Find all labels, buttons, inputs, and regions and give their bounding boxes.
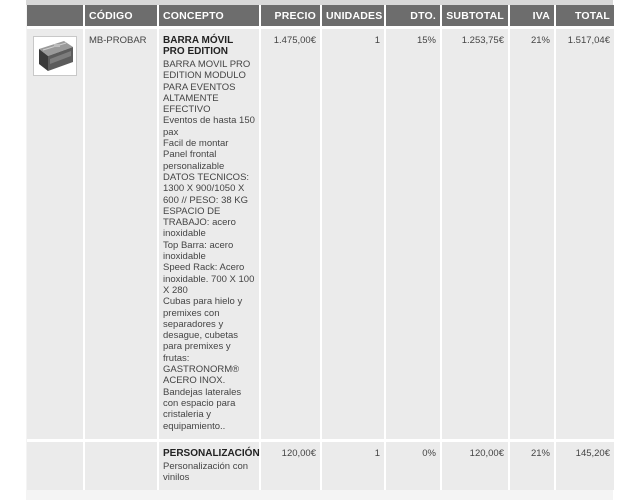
header-image: [27, 5, 85, 26]
header-concept: CONCEPTO: [159, 5, 261, 26]
header-subtotal: SUBTOTAL: [442, 5, 510, 26]
table-header-row: [27, 5, 614, 26]
product-code: MB-PROBAR: [85, 29, 159, 439]
mobile-bar-product-photo-icon: [34, 37, 76, 75]
quote-lines-table: [27, 5, 614, 490]
header-code: CÓDIGO: [85, 5, 159, 26]
header-price: PRECIO: [261, 5, 322, 26]
service-image-cell: [27, 442, 85, 490]
service-subtotal: 120,00€: [442, 442, 510, 490]
header-units: UNIDADES: [322, 5, 386, 26]
table-row: [27, 442, 614, 490]
product-total: 1.517,04€: [556, 29, 614, 439]
service-discount: 0%: [386, 442, 442, 490]
service-description: Personalización con vinilos: [163, 461, 249, 484]
product-vat: 21%: [510, 29, 556, 439]
service-title: PERSONALIZACIÓN: [163, 448, 260, 459]
service-total: 145,20€: [556, 442, 614, 490]
service-code: [85, 442, 159, 490]
header-vat: IVA: [510, 5, 556, 26]
product-title: BARRA MÓVIL PRO EDITION: [163, 35, 233, 57]
service-vat: 21%: [510, 442, 556, 490]
service-price: 120,00€: [261, 442, 322, 490]
header-discount: DTO.: [386, 5, 442, 26]
product-photo: [33, 36, 77, 76]
header-total: TOTAL: [556, 5, 614, 26]
product-subtotal: 1.253,75€: [442, 29, 510, 439]
product-concept-cell: [159, 29, 261, 439]
product-image-cell: [27, 29, 85, 439]
product-price: 1.475,00€: [261, 29, 322, 439]
product-units: 1: [322, 29, 386, 439]
product-description: BARRA MOVIL PRO EDITION MODULO PARA EVENTOS ALTAMENTE EFECTIVO Eventos de hasta 150 pax Facil de montar Panel frontal personalizable DATOS TECNICOS: 1300 X 900/1050 X 600 // PESO: 38 KG ESPACIO DE TRABAJO: acero inoxidable Top Barra: acero inoxidable Speed Rack: Acero inoxidable. 700 X 100 X 280 Cubas para hielo y premixes con separadores y desague, cubetas para premixes y frutas: GASTRONORM® ACERO INOX. Bandejas laterales con espacio para cristaleria y equipamiento..: [163, 59, 255, 432]
table-row: [27, 29, 614, 439]
page-left-margin: [0, 0, 26, 500]
product-discount: 15%: [386, 29, 442, 439]
service-concept-cell: [159, 442, 261, 490]
page-right-margin: [613, 0, 640, 500]
service-units: 1: [322, 442, 386, 490]
